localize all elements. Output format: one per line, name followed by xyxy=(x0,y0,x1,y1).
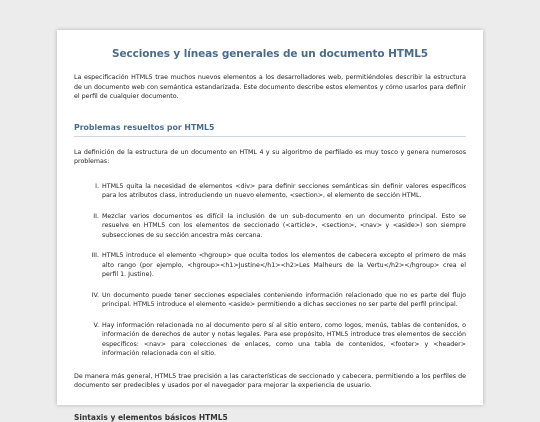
list-item-text: HTML5 quita la necesidad de elementos <div> para definir secciones semánticas sin definir valores específicos para los atributos class, introduciendo un nuevo elemento, <section>, el elemento de sección HTML. xyxy=(102,182,466,199)
list-item-number: II. xyxy=(93,212,99,220)
list-item xyxy=(93,321,466,359)
closing-paragraph: De manera más general, HTML5 trae precisión a las características de seccionado y cabecera, permitiendo a los perfiles de documento ser predecibles y usados por el navegador para mejorar la experiencia de usuario. xyxy=(74,372,466,389)
list-item-text: Mezclar varios documentos es difícil la inclusión de un sub-documento en un documento principal. Esto se resuelve en HTML5 con los elementos de seccionado (<article>, <section>, <nav> y <aside>) son siempre subsecciones de su sección ancestra más cercana. xyxy=(102,212,466,239)
list-item xyxy=(91,291,466,310)
list-item-text: Hay información relacionada no al documento pero sí al sitio entero, como logos, menús, tablas de contenidos, o información de derechos de autor y notas legales. Para ese propósito, HTML5 introduce tres elementos de sección específicos: <nav> para colecciones de enlaces, como una tabla de contenidos, <footer> y <header> información relacionada con el sitio. xyxy=(102,321,466,357)
section-description: La definición de la estructura de un documento en HTML 4 y su algoritmo de perfilado es muy tosco y genera numerosos problemas: xyxy=(74,148,466,165)
list-item xyxy=(93,212,466,241)
list-item-number: IV. xyxy=(91,291,99,299)
list-item-text: Un documento puede tener secciones especiales conteniendo información relacionado que no es parte del flujo principal. HTML5 introduce el elemento <aside> permitiendo a dichas secciones no ser parte del perfil principal. xyxy=(102,291,466,308)
list-item-number: I. xyxy=(95,182,99,190)
page-title: Secciones y líneas generales de un documento HTML5 xyxy=(111,48,428,60)
section-heading: Problemas resueltos por HTML5 xyxy=(74,123,466,137)
list-item xyxy=(95,182,466,201)
next-section-heading: Sintaxis y elementos básicos HTML5 xyxy=(74,412,228,422)
list-item-text: HTML5 introduce el elemento <hgroup> que oculta todos los elementos de cabecera excepto el primero de más alto rango (por ejemplo, <hgroup><h1>Justine</h1><h2>Les Malheurs de la Vertu</h2></hgroup> crea el perfil 1. Justine). xyxy=(102,252,466,278)
document-page xyxy=(57,30,483,422)
list-item-number: V. xyxy=(93,321,99,329)
list-item-number: III. xyxy=(91,252,99,259)
problems-list xyxy=(74,182,466,359)
intro-paragraph: La especificación HTML5 trae muchos nuevos elementos a los desarrolladores web, permitiéndoles describir la estructura de un documento web con semántica estandarizada. Este documento describe estos elementos y cómo usarlos para definir el perfil de cualquier documento. xyxy=(74,74,466,100)
list-item xyxy=(91,251,466,280)
